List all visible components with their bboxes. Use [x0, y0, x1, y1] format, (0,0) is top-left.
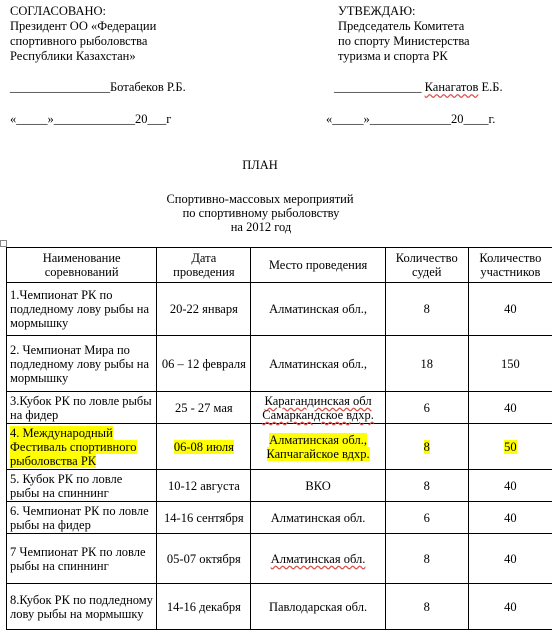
row-participants: 40: [468, 502, 552, 534]
row-place-text: Алматинская обл., Капчагайское вдхр.: [266, 432, 370, 461]
row-date: 06 – 12 февраля: [157, 336, 251, 392]
header-name: Наименование соревнований: [7, 248, 157, 283]
row-name: 7 Чемпионат РК по ловле рыбы на спиннинг: [7, 534, 157, 584]
table-row: [7, 470, 552, 502]
row-judges: 8: [385, 534, 468, 584]
row-participants: [468, 424, 552, 470]
row-place-text: Карагандинская обл Самаркандское вдхр.: [262, 393, 374, 422]
approval-block: [10, 4, 156, 64]
acceptance-line-3: туризма и спорта РК: [338, 49, 448, 63]
header-judges: Количество судей: [385, 248, 468, 283]
row-judges: 8: [385, 584, 468, 630]
row-name: [7, 424, 157, 470]
approval-line-2: спортивного рыболовства: [10, 34, 148, 48]
table-move-handle-icon[interactable]: [0, 240, 7, 247]
acceptance-line-1: Председатель Комитета: [338, 19, 465, 33]
row-date: 20-22 января: [157, 283, 251, 336]
plan-subtitle-2: по спортивному рыболовству: [182, 206, 340, 220]
acceptance-signature: [334, 80, 503, 95]
acceptance-heading: УТВЕЖДАЮ:: [338, 4, 416, 18]
table-row: [7, 336, 552, 392]
plan-subtitle: [0, 192, 520, 234]
row-name: 3.Кубок РК по ловле рыбы на фидер: [7, 392, 157, 424]
plan-subtitle-3: на 2012 год: [230, 220, 292, 234]
row-judges: [385, 424, 468, 470]
events-table: [6, 247, 552, 630]
table-row: [7, 392, 552, 424]
row-judges: 8: [385, 470, 468, 502]
row-participants: 40: [468, 534, 552, 584]
approval-heading: СОГЛАСОВАНО:: [10, 4, 107, 18]
table-row: [7, 283, 552, 336]
approval-line-1: Президент ОО «Федерации: [10, 19, 157, 33]
plan-subtitle-1: Спортивно-массовых мероприятий: [166, 192, 354, 206]
row-judges: 6: [385, 392, 468, 424]
row-judges: 8: [385, 283, 468, 336]
approval-date: «_____»_____________20___г: [10, 112, 172, 126]
row-participants: 40: [468, 584, 552, 630]
acceptance-date: «_____»_____________20____г.: [326, 112, 496, 126]
row-date: [157, 424, 251, 470]
approval-line-3: Республики Казахстан»: [10, 49, 136, 63]
row-place: Павлодарская обл.: [251, 584, 385, 630]
header-place: Место проведения: [251, 248, 385, 283]
row-name: 6. Чемпионат РК по ловле рыбы на фидер: [7, 502, 157, 534]
row-judges-text: 8: [423, 439, 430, 454]
acceptance-signature-initials: Е.Б.: [478, 80, 503, 94]
row-place: [251, 392, 385, 424]
row-place-text: Алматинская обл.: [270, 551, 366, 566]
table-row: [7, 534, 552, 584]
row-participants: 150: [468, 336, 552, 392]
row-place: [251, 424, 385, 470]
table-header-row: [7, 248, 552, 283]
row-name: 8.Кубок РК по подледному лову рыбы на мормышку: [7, 584, 157, 630]
row-judges: 6: [385, 502, 468, 534]
approval-signature: ________________Ботабеков Р.Б.: [10, 80, 186, 94]
row-date: 14-16 сентября: [157, 502, 251, 534]
row-place: Алматинская обл.,: [251, 283, 385, 336]
row-name: 2. Чемпионат Мира по подледному лову рыбы на мормышку: [7, 336, 157, 392]
table-row: [7, 502, 552, 534]
header-participants: Количество участников: [468, 248, 552, 283]
row-participants: 40: [468, 392, 552, 424]
row-date: 05-07 октября: [157, 534, 251, 584]
acceptance-block: [338, 4, 470, 64]
row-judges: 18: [385, 336, 468, 392]
plan-title: ПЛАН: [242, 158, 278, 172]
table-row-highlighted: [7, 424, 552, 470]
row-date: 25 - 27 мая: [157, 392, 251, 424]
row-place: ВКО: [251, 470, 385, 502]
row-name: 5. Кубок РК по ловле рыбы на спиннинг: [7, 470, 157, 502]
row-place: [251, 534, 385, 584]
row-name: 1.Чемпионат РК по подледному лову рыбы на мормышку: [7, 283, 157, 336]
row-place: Алматинская обл.: [251, 502, 385, 534]
row-participants: 40: [468, 470, 552, 502]
row-name-text: 4. Международный Фестиваль спортивного рыболовства РК: [10, 425, 137, 468]
row-date: 10-12 августа: [157, 470, 251, 502]
row-date-text: 06-08 июля: [173, 439, 234, 454]
acceptance-signature-name: Канагатов: [424, 80, 479, 94]
header-date: Дата проведения: [157, 248, 251, 283]
row-participants-text: 50: [504, 439, 517, 454]
acceptance-signature-line: ______________: [334, 80, 422, 94]
row-place: Алматинская обл.,: [251, 336, 385, 392]
table-row: [7, 584, 552, 630]
row-date: 14-16 декабря: [157, 584, 251, 630]
row-participants: 40: [468, 283, 552, 336]
acceptance-line-2: по спорту Министерства: [338, 34, 470, 48]
